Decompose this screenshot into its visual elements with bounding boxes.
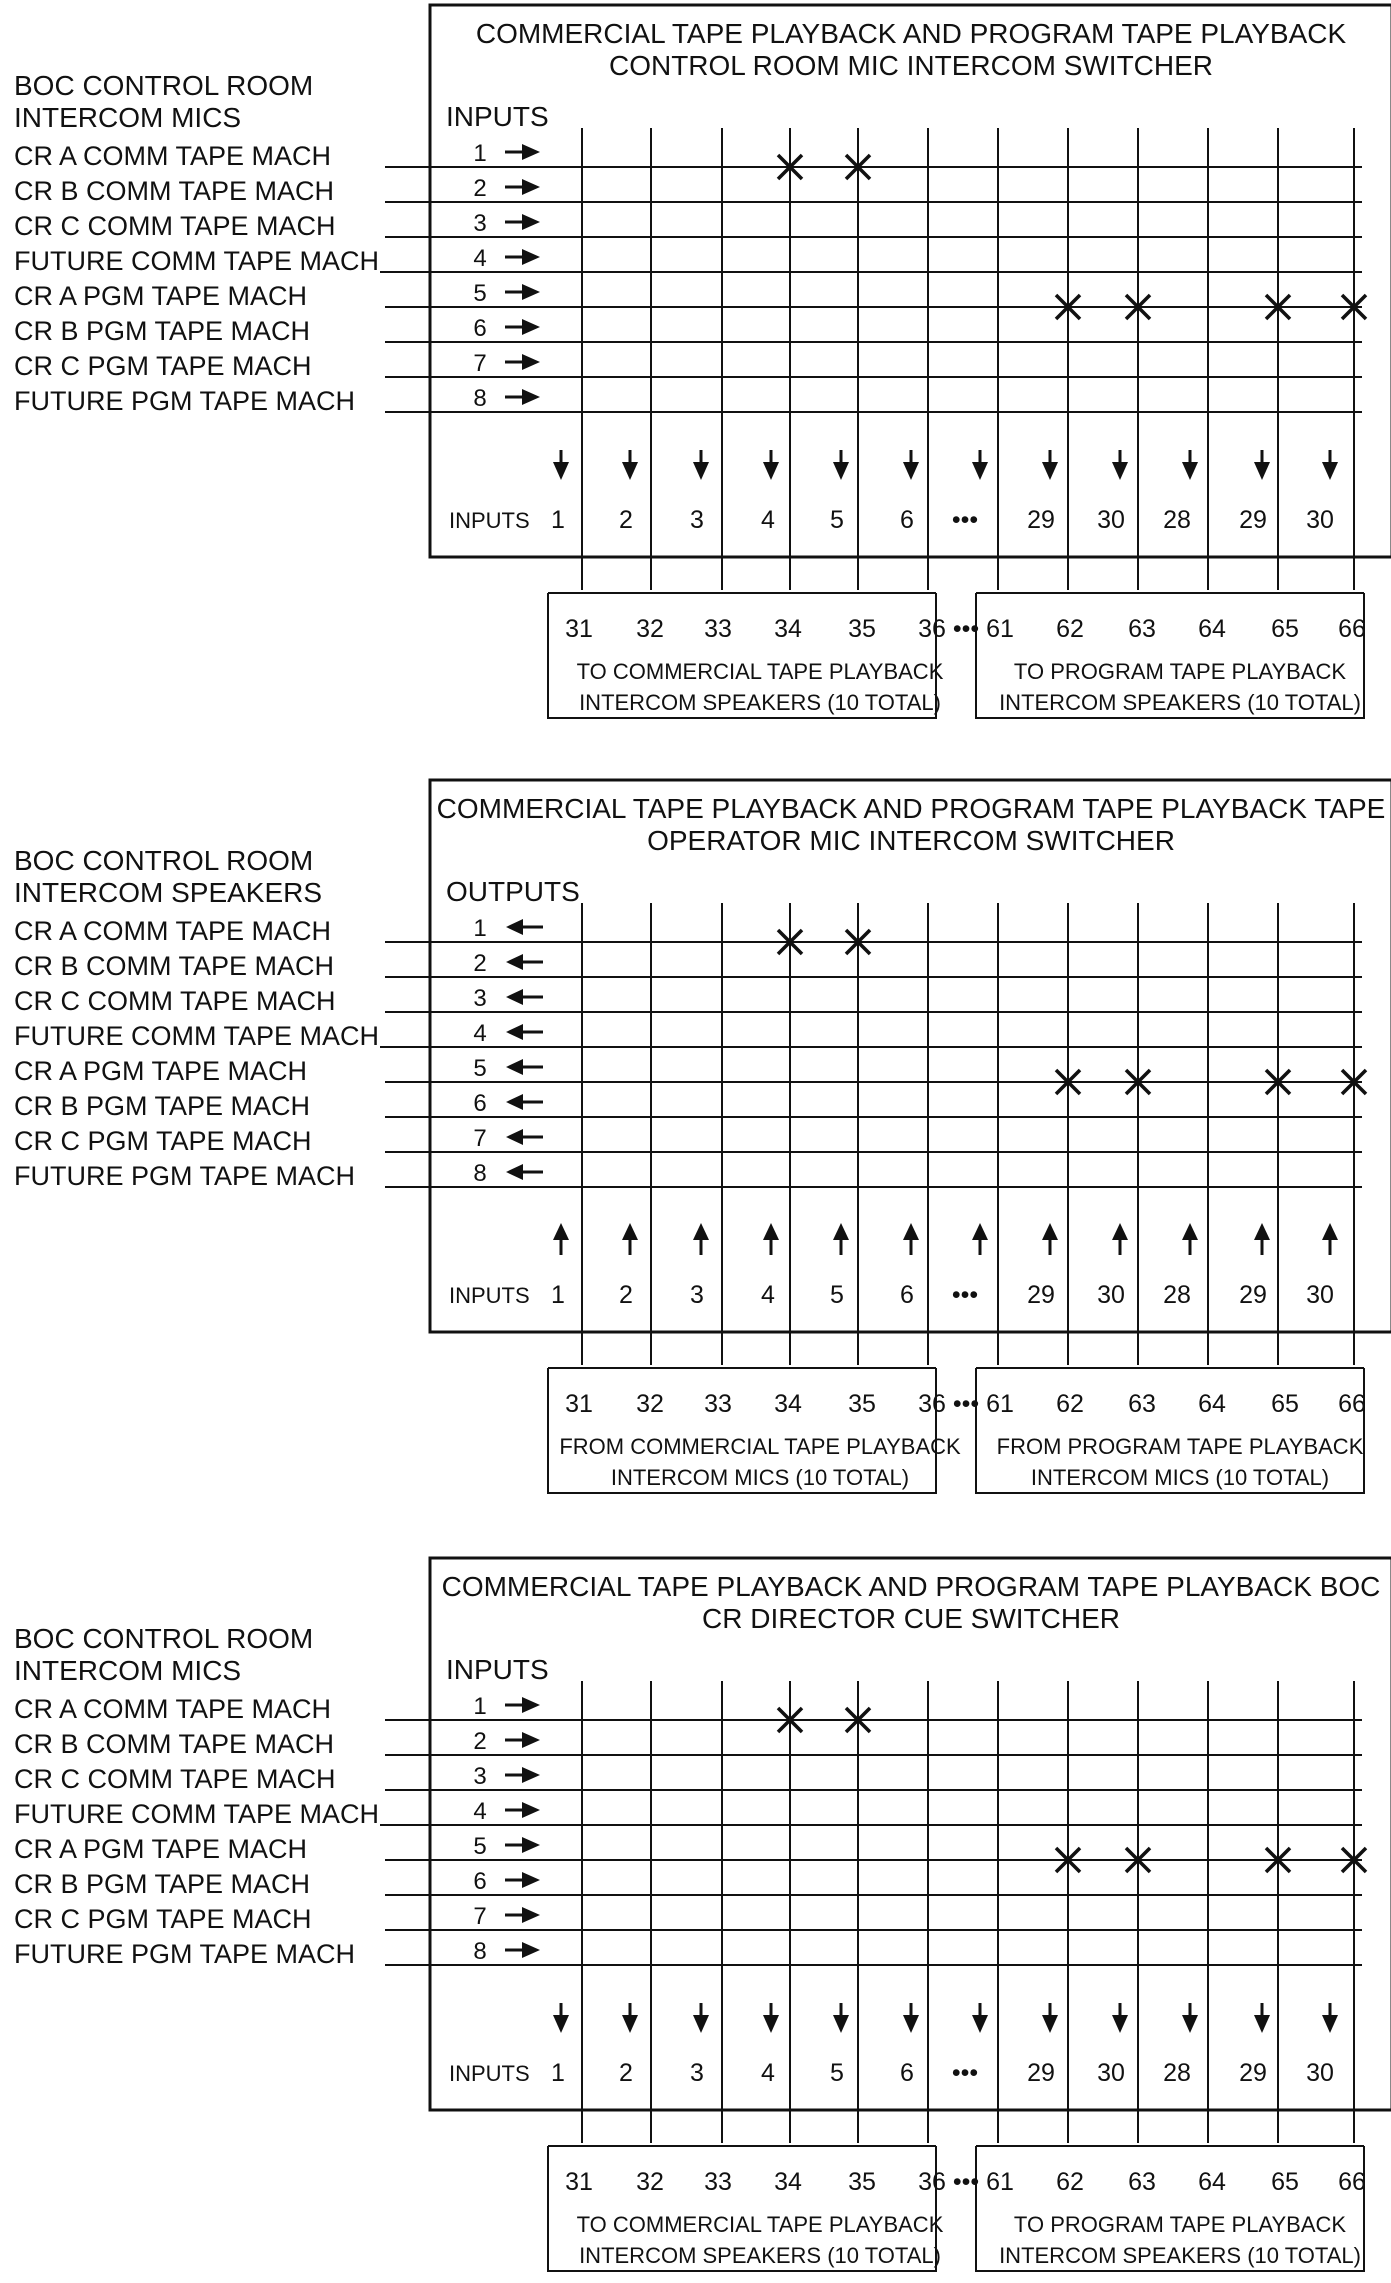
output-number: 33 bbox=[704, 1390, 732, 1418]
left-arrow-icon bbox=[506, 1094, 523, 1110]
row-label: FUTURE PGM TAPE MACH bbox=[14, 1939, 356, 1969]
output-number: 63 bbox=[1128, 615, 1156, 643]
left-arrow-icon bbox=[506, 1059, 523, 1075]
switcher-section bbox=[14, 1558, 1391, 2271]
row-label: CR B PGM TAPE MACH bbox=[14, 316, 311, 346]
right-arrow-icon bbox=[522, 1697, 540, 1713]
row-label: FUTURE COMM TAPE MACH bbox=[14, 1799, 380, 1829]
right-group-caption: TO PROGRAM TAPE PLAYBACK bbox=[1013, 2212, 1347, 2237]
right-group-caption: FROM PROGRAM TAPE PLAYBACK bbox=[996, 1434, 1364, 1459]
down-arrow-icon bbox=[1182, 462, 1198, 480]
right-arrow-icon bbox=[522, 249, 540, 265]
row-number: 8 bbox=[473, 1160, 487, 1187]
right-arrow-icon bbox=[522, 389, 540, 405]
output-number: 35 bbox=[848, 615, 876, 643]
down-arrow-icon bbox=[553, 2015, 569, 2033]
output-number: 31 bbox=[565, 2168, 593, 2196]
row-label: CR C PGM TAPE MACH bbox=[14, 1904, 312, 1934]
row-label: FUTURE PGM TAPE MACH bbox=[14, 386, 356, 416]
left-arrow-icon bbox=[506, 1024, 523, 1040]
down-arrow-icon bbox=[553, 462, 569, 480]
left-arrow-icon bbox=[506, 1164, 523, 1180]
down-arrow-icon bbox=[833, 462, 849, 480]
column-number: 6 bbox=[900, 1281, 914, 1309]
row-label: CR A PGM TAPE MACH bbox=[14, 1056, 308, 1086]
switcher-title: COMMERCIAL TAPE PLAYBACK AND PROGRAM TAPE PLAYBACK bbox=[475, 18, 1347, 49]
right-arrow-icon bbox=[522, 354, 540, 370]
output-number: 62 bbox=[1056, 2168, 1084, 2196]
output-number: 62 bbox=[1056, 1390, 1084, 1418]
column-number: 3 bbox=[690, 2059, 704, 2087]
row-number: 2 bbox=[473, 950, 487, 977]
row-label: CR C COMM TAPE MACH bbox=[14, 986, 336, 1016]
column-number: 30 bbox=[1306, 1281, 1334, 1309]
switcher-section bbox=[14, 780, 1391, 1493]
output-number: 65 bbox=[1271, 2168, 1299, 2196]
right-arrow-icon bbox=[522, 1907, 540, 1923]
row-label: CR B PGM TAPE MACH bbox=[14, 1091, 311, 1121]
column-number: ••• bbox=[951, 1281, 979, 1309]
output-number: 66 bbox=[1338, 1390, 1366, 1418]
column-number: 1 bbox=[551, 506, 565, 534]
output-number: 31 bbox=[565, 615, 593, 643]
down-arrow-icon bbox=[903, 2015, 919, 2033]
up-arrow-icon bbox=[833, 1223, 849, 1240]
right-arrow-icon bbox=[522, 284, 540, 300]
switcher-subtitle: CONTROL ROOM MIC INTERCOM SWITCHER bbox=[608, 50, 1214, 81]
down-arrow-icon bbox=[972, 462, 988, 480]
output-number: 66 bbox=[1338, 615, 1366, 643]
left-arrow-icon bbox=[506, 954, 523, 970]
column-header: INPUTS bbox=[449, 1283, 530, 1308]
down-arrow-icon bbox=[1322, 2015, 1338, 2033]
down-arrow-icon bbox=[693, 462, 709, 480]
column-number: 1 bbox=[551, 2059, 565, 2087]
right-arrow-icon bbox=[522, 179, 540, 195]
up-arrow-icon bbox=[903, 1223, 919, 1240]
column-number: 3 bbox=[690, 506, 704, 534]
row-number: 1 bbox=[473, 140, 487, 167]
up-arrow-icon bbox=[1254, 1223, 1270, 1240]
output-number: 36 bbox=[918, 615, 946, 643]
row-number: 5 bbox=[473, 280, 487, 307]
left-group-caption: INTERCOM SPEAKERS (10 TOTAL) bbox=[579, 690, 941, 715]
up-arrow-icon bbox=[622, 1223, 638, 1240]
up-arrow-icon bbox=[972, 1223, 988, 1240]
row-label: FUTURE PGM TAPE MACH bbox=[14, 1161, 356, 1191]
column-number: 5 bbox=[830, 2059, 844, 2087]
output-number: 62 bbox=[1056, 615, 1084, 643]
output-number: ••• bbox=[952, 2168, 980, 2196]
row-label: CR A COMM TAPE MACH bbox=[14, 141, 332, 171]
down-arrow-icon bbox=[1182, 2015, 1198, 2033]
row-number: 6 bbox=[473, 1090, 487, 1117]
up-arrow-icon bbox=[553, 1223, 569, 1240]
down-arrow-icon bbox=[693, 2015, 709, 2033]
up-arrow-icon bbox=[693, 1223, 709, 1240]
right-group-caption: INTERCOM MICS (10 TOTAL) bbox=[1030, 1465, 1330, 1490]
row-number: 3 bbox=[473, 1763, 487, 1790]
row-number: 7 bbox=[473, 350, 487, 377]
row-number: 4 bbox=[473, 245, 487, 272]
row-label: CR B COMM TAPE MACH bbox=[14, 176, 335, 206]
right-arrow-icon bbox=[522, 1872, 540, 1888]
left-arrow-icon bbox=[506, 919, 523, 935]
column-number: 4 bbox=[761, 506, 775, 534]
output-number: 63 bbox=[1128, 2168, 1156, 2196]
down-arrow-icon bbox=[833, 2015, 849, 2033]
row-header: OUTPUTS bbox=[446, 876, 580, 907]
row-number: 3 bbox=[473, 985, 487, 1012]
column-number: 6 bbox=[900, 2059, 914, 2087]
output-number: 36 bbox=[918, 1390, 946, 1418]
column-header: INPUTS bbox=[449, 2061, 530, 2086]
column-number: ••• bbox=[951, 506, 979, 534]
row-header: INPUTS bbox=[446, 1654, 549, 1685]
output-number: 33 bbox=[704, 2168, 732, 2196]
column-number: 28 bbox=[1163, 2059, 1191, 2087]
output-number: 64 bbox=[1198, 615, 1226, 643]
switcher-section bbox=[14, 5, 1391, 718]
column-number: 4 bbox=[761, 1281, 775, 1309]
column-number: 28 bbox=[1163, 1281, 1191, 1309]
down-arrow-icon bbox=[972, 2015, 988, 2033]
down-arrow-icon bbox=[903, 462, 919, 480]
row-number: 6 bbox=[473, 1868, 487, 1895]
column-number: 5 bbox=[830, 1281, 844, 1309]
column-number: 30 bbox=[1097, 1281, 1125, 1309]
down-arrow-icon bbox=[1112, 462, 1128, 480]
up-arrow-icon bbox=[1112, 1223, 1128, 1240]
left-group-caption: INTERCOM MICS (10 TOTAL) bbox=[610, 1465, 910, 1490]
row-label: CR A PGM TAPE MACH bbox=[14, 1834, 308, 1864]
side-label: INTERCOM MICS bbox=[14, 102, 242, 133]
output-number: 66 bbox=[1338, 2168, 1366, 2196]
output-number: 61 bbox=[986, 615, 1014, 643]
output-number: 35 bbox=[848, 1390, 876, 1418]
side-label: BOC CONTROL ROOM bbox=[14, 1623, 314, 1654]
column-number: 29 bbox=[1027, 1281, 1055, 1309]
column-number: 5 bbox=[830, 506, 844, 534]
side-label: BOC CONTROL ROOM bbox=[14, 845, 314, 876]
output-number: 61 bbox=[986, 2168, 1014, 2196]
column-number: 29 bbox=[1239, 2059, 1267, 2087]
row-label: CR A COMM TAPE MACH bbox=[14, 1694, 332, 1724]
row-label: CR A COMM TAPE MACH bbox=[14, 916, 332, 946]
output-number: ••• bbox=[952, 615, 980, 643]
side-label: INTERCOM MICS bbox=[14, 1655, 242, 1686]
column-number: 30 bbox=[1306, 506, 1334, 534]
output-number: 33 bbox=[704, 615, 732, 643]
row-number: 5 bbox=[473, 1833, 487, 1860]
row-label: CR B COMM TAPE MACH bbox=[14, 951, 335, 981]
output-number: 34 bbox=[774, 615, 802, 643]
output-number: 31 bbox=[565, 1390, 593, 1418]
row-label: FUTURE COMM TAPE MACH bbox=[14, 246, 380, 276]
output-number: 32 bbox=[636, 2168, 664, 2196]
column-number: 6 bbox=[900, 506, 914, 534]
column-number: 29 bbox=[1239, 506, 1267, 534]
column-number: 3 bbox=[690, 1281, 704, 1309]
output-number: 34 bbox=[774, 1390, 802, 1418]
column-header: INPUTS bbox=[449, 508, 530, 533]
right-arrow-icon bbox=[522, 144, 540, 160]
right-arrow-icon bbox=[522, 1767, 540, 1783]
left-arrow-icon bbox=[506, 989, 523, 1005]
output-number: 32 bbox=[636, 615, 664, 643]
output-number: 65 bbox=[1271, 615, 1299, 643]
row-number: 2 bbox=[473, 175, 487, 202]
row-label: CR C COMM TAPE MACH bbox=[14, 211, 336, 241]
side-label: BOC CONTROL ROOM bbox=[14, 70, 314, 101]
down-arrow-icon bbox=[1254, 2015, 1270, 2033]
row-label: CR C COMM TAPE MACH bbox=[14, 1764, 336, 1794]
down-arrow-icon bbox=[763, 462, 779, 480]
switcher-title: COMMERCIAL TAPE PLAYBACK AND PROGRAM TAPE PLAYBACK TAPE bbox=[436, 793, 1386, 824]
left-group-caption: TO COMMERCIAL TAPE PLAYBACK bbox=[576, 2212, 944, 2237]
right-arrow-icon bbox=[522, 214, 540, 230]
row-number: 6 bbox=[473, 315, 487, 342]
right-arrow-icon bbox=[522, 1802, 540, 1818]
left-group-caption: TO COMMERCIAL TAPE PLAYBACK bbox=[576, 659, 944, 684]
down-arrow-icon bbox=[1322, 462, 1338, 480]
row-number: 3 bbox=[473, 210, 487, 237]
output-number: 32 bbox=[636, 1390, 664, 1418]
down-arrow-icon bbox=[1112, 2015, 1128, 2033]
up-arrow-icon bbox=[1182, 1223, 1198, 1240]
output-number: 63 bbox=[1128, 1390, 1156, 1418]
column-number: 1 bbox=[551, 1281, 565, 1309]
output-number: 35 bbox=[848, 2168, 876, 2196]
right-group-caption: INTERCOM SPEAKERS (10 TOTAL) bbox=[999, 690, 1361, 715]
down-arrow-icon bbox=[1254, 462, 1270, 480]
column-number: 30 bbox=[1097, 2059, 1125, 2087]
right-arrow-icon bbox=[522, 319, 540, 335]
row-label: CR C PGM TAPE MACH bbox=[14, 1126, 312, 1156]
row-label: CR C PGM TAPE MACH bbox=[14, 351, 312, 381]
output-number: 64 bbox=[1198, 1390, 1226, 1418]
down-arrow-icon bbox=[1042, 2015, 1058, 2033]
row-number: 1 bbox=[473, 915, 487, 942]
row-number: 8 bbox=[473, 385, 487, 412]
left-group-caption: FROM COMMERCIAL TAPE PLAYBACK bbox=[559, 1434, 961, 1459]
up-arrow-icon bbox=[1322, 1223, 1338, 1240]
column-number: 30 bbox=[1097, 506, 1125, 534]
row-label: FUTURE COMM TAPE MACH bbox=[14, 1021, 380, 1051]
column-number: 30 bbox=[1306, 2059, 1334, 2087]
column-number: 2 bbox=[619, 506, 633, 534]
column-number: ••• bbox=[951, 2059, 979, 2087]
switcher-subtitle: CR DIRECTOR CUE SWITCHER bbox=[702, 1603, 1120, 1634]
output-number: 61 bbox=[986, 1390, 1014, 1418]
row-number: 5 bbox=[473, 1055, 487, 1082]
left-arrow-icon bbox=[506, 1129, 523, 1145]
output-number: ••• bbox=[952, 1390, 980, 1418]
output-number: 34 bbox=[774, 2168, 802, 2196]
row-number: 2 bbox=[473, 1728, 487, 1755]
column-number: 4 bbox=[761, 2059, 775, 2087]
row-label: CR B PGM TAPE MACH bbox=[14, 1869, 311, 1899]
column-number: 29 bbox=[1239, 1281, 1267, 1309]
row-number: 4 bbox=[473, 1798, 487, 1825]
right-group-caption: TO PROGRAM TAPE PLAYBACK bbox=[1013, 659, 1347, 684]
switcher-subtitle: OPERATOR MIC INTERCOM SWITCHER bbox=[647, 825, 1175, 856]
column-number: 2 bbox=[619, 2059, 633, 2087]
up-arrow-icon bbox=[763, 1223, 779, 1240]
right-arrow-icon bbox=[522, 1942, 540, 1958]
row-number: 7 bbox=[473, 1903, 487, 1930]
column-number: 28 bbox=[1163, 506, 1191, 534]
side-label: INTERCOM SPEAKERS bbox=[14, 877, 323, 908]
down-arrow-icon bbox=[622, 462, 638, 480]
up-arrow-icon bbox=[1042, 1223, 1058, 1240]
right-arrow-icon bbox=[522, 1732, 540, 1748]
row-label: CR A PGM TAPE MACH bbox=[14, 281, 308, 311]
right-arrow-icon bbox=[522, 1837, 540, 1853]
row-number: 1 bbox=[473, 1693, 487, 1720]
row-label: CR B COMM TAPE MACH bbox=[14, 1729, 335, 1759]
output-number: 64 bbox=[1198, 2168, 1226, 2196]
column-number: 29 bbox=[1027, 2059, 1055, 2087]
down-arrow-icon bbox=[622, 2015, 638, 2033]
column-number: 29 bbox=[1027, 506, 1055, 534]
row-header: INPUTS bbox=[446, 101, 549, 132]
down-arrow-icon bbox=[1042, 462, 1058, 480]
column-number: 2 bbox=[619, 1281, 633, 1309]
right-group-caption: INTERCOM SPEAKERS (10 TOTAL) bbox=[999, 2243, 1361, 2268]
left-group-caption: INTERCOM SPEAKERS (10 TOTAL) bbox=[579, 2243, 941, 2268]
row-number: 4 bbox=[473, 1020, 487, 1047]
output-number: 65 bbox=[1271, 1390, 1299, 1418]
switcher-title: COMMERCIAL TAPE PLAYBACK AND PROGRAM TAPE PLAYBACK BOC bbox=[441, 1571, 1381, 1602]
row-number: 8 bbox=[473, 1938, 487, 1965]
row-number: 7 bbox=[473, 1125, 487, 1152]
down-arrow-icon bbox=[763, 2015, 779, 2033]
output-number: 36 bbox=[918, 2168, 946, 2196]
